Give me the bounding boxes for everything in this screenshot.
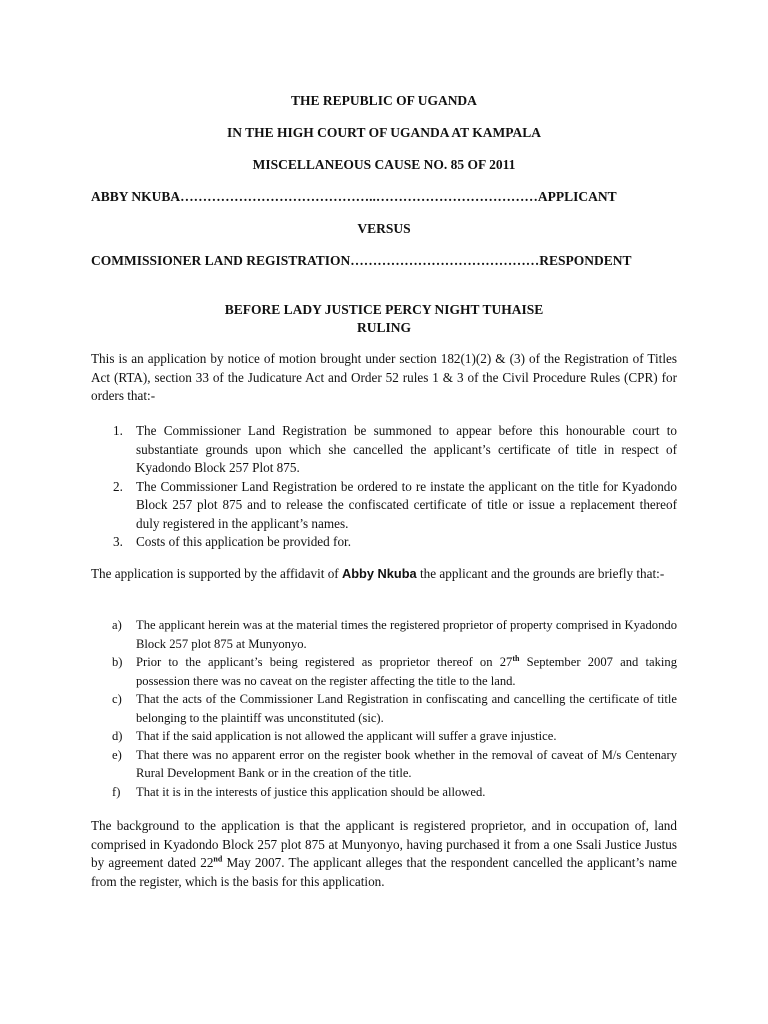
grounds-list xyxy=(91,616,677,801)
list-marker: d) xyxy=(112,729,123,743)
list-item-text: That it is in the interests of justice this application should be allowed. xyxy=(136,784,486,799)
list-item xyxy=(91,727,677,746)
list-item xyxy=(91,616,677,653)
list-marker: 1. xyxy=(113,423,123,438)
list-item xyxy=(91,746,677,783)
intro-paragraph: This is an application by notice of motion brought under section 182(1)(2) & (3) of the Registration of Titles Act (RTA), section 33 of the Judicature Act and Order 52 rules 1 & 3 of the Civil Procedure Rules (CPR) for orders that:- xyxy=(91,351,677,403)
background-text-before: The background to the application is that the applicant is registered proprietor, and in occupation of, land comprised in Kyadondo Block 257 plot 875 at Munyonyo, having purchased it from a one Ssali Justice Justus by agreement dated 22 xyxy=(91,818,677,870)
list-item xyxy=(91,653,677,690)
background-paragraph xyxy=(91,817,677,891)
list-item-text xyxy=(136,655,677,688)
background-text-after: May 2007. The applicant alleges that the respondent cancelled the applicant’s name from the register, which is the basis for this application. xyxy=(91,855,677,889)
versus-heading: VERSUS xyxy=(357,221,411,236)
list-marker: 3. xyxy=(113,534,123,549)
list-item xyxy=(91,690,677,727)
list-marker: 2. xyxy=(113,478,123,494)
list-marker: b) xyxy=(112,655,123,669)
support-paragraph xyxy=(91,565,677,584)
list-item-text: That the acts of the Commissioner Land Registration in confiscating and cancelling the certificate of title belonging to the plaintiff was unconstituted (sic). xyxy=(136,692,677,725)
list-marker: f) xyxy=(112,784,121,799)
list-item xyxy=(91,533,677,552)
ordinal-suffix: th xyxy=(512,653,520,663)
list-item-text: The applicant herein was at the material times the registered proprietor of property comprised in Kyadondo Block 257 plot 875 at Munyonyo. xyxy=(136,618,677,651)
before-judge-heading: BEFORE LADY JUSTICE PERCY NIGHT TUHAISE xyxy=(224,302,544,317)
list-marker: c) xyxy=(112,692,122,706)
list-item-text: That if the said application is not allowed the applicant will suffer a grave injustice. xyxy=(136,729,557,743)
orders-list xyxy=(91,422,677,552)
ruling-heading: RULING xyxy=(356,320,411,335)
cause-heading: MISCELLANEOUS CAUSE NO. 85 OF 2011 xyxy=(252,157,516,172)
list-item-text: Costs of this application be provided for. xyxy=(136,534,351,549)
list-marker: a) xyxy=(112,618,122,632)
applicant-line: ABBY NKUBA……………………………………..………………………………APPLICANT xyxy=(91,189,617,204)
list-item-text: The Commissioner Land Registration be ordered to re instate the applicant on the title for Kyadondo Block 257 plot 875 and to release the confiscated certificate of title or issue a replacement thereof duly registered in the applicant’s names. xyxy=(136,478,677,531)
list-item xyxy=(91,422,677,478)
list-item-text-before: Prior to the applicant’s being registered as proprietor thereof on 27 xyxy=(136,655,513,669)
list-marker: e) xyxy=(112,747,122,762)
list-item xyxy=(91,478,677,534)
republic-heading: THE REPUBLIC OF UGANDA xyxy=(291,93,477,108)
list-item-text-after: September 2007 and taking possession there was no caveat on the register affecting the title to the land. xyxy=(136,655,677,688)
list-item-text: The Commissioner Land Registration be summoned to appear before this honourable court to substantiate grounds upon which she cancelled the applicant’s certificate of title in respect of Kyadondo Block 257 Plot 875. xyxy=(136,423,677,475)
applicant-name: Abby Nkuba xyxy=(342,566,417,581)
list-item-text: That there was no apparent error on the register book whether in the removal of caveat of M/s Centenary Rural Development Bank or in the creation of the title. xyxy=(136,747,677,780)
support-text-after: the applicant and the grounds are briefly that:- xyxy=(416,566,665,581)
support-text-before: The application is supported by the affidavit of xyxy=(91,566,342,581)
list-item xyxy=(91,783,677,802)
court-heading: IN THE HIGH COURT OF UGANDA AT KAMPALA xyxy=(227,125,541,140)
respondent-line: COMMISSIONER LAND REGISTRATION……………………………………RESPONDENT xyxy=(91,253,632,268)
ordinal-suffix: nd xyxy=(213,854,223,864)
